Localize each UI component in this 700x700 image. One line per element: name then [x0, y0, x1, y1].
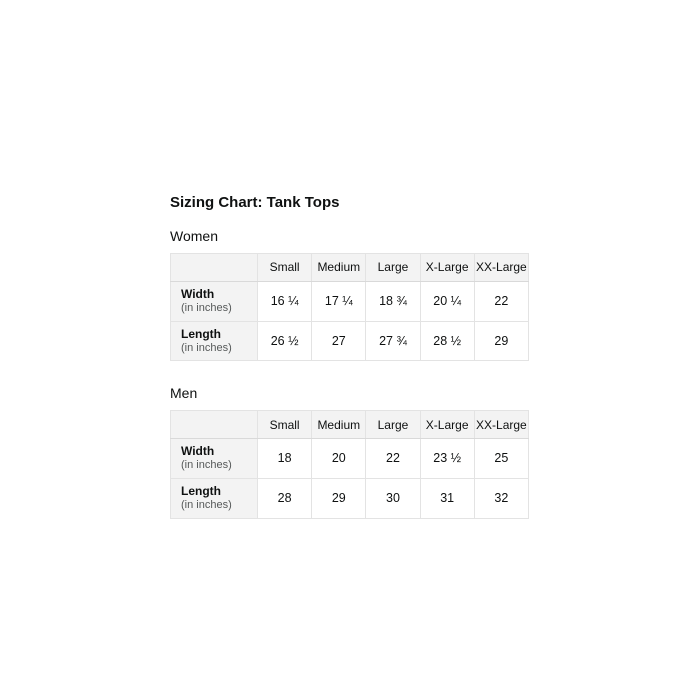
- value-cell: 18 ¾: [366, 281, 420, 321]
- value-cell: 26 ½: [258, 321, 312, 361]
- page-title: Sizing Chart: Tank Tops: [170, 194, 340, 211]
- column-header-small: Small: [258, 253, 312, 281]
- row-label: Length: [181, 326, 221, 341]
- column-header-medium: Medium: [312, 411, 366, 439]
- column-header-x-large: X-Large: [420, 253, 474, 281]
- row-label-cell: [171, 281, 258, 321]
- row-unit: (in inches): [181, 459, 232, 472]
- column-header-xx-large: XX-Large: [474, 253, 528, 281]
- row-label: Length: [181, 483, 221, 498]
- men-section: [170, 385, 529, 518]
- value-cell: 27 ¾: [366, 321, 420, 361]
- value-cell: 20: [312, 439, 366, 479]
- section-title-women: Women: [170, 228, 218, 244]
- column-header-large: Large: [366, 253, 420, 281]
- header-row: [171, 253, 529, 281]
- row-label-cell: [171, 439, 258, 479]
- column-header-x-large: X-Large: [420, 411, 474, 439]
- value-cell: 28: [258, 478, 312, 518]
- value-cell: 22: [366, 439, 420, 479]
- value-cell: 29: [312, 478, 366, 518]
- value-cell: 22: [474, 281, 528, 321]
- row-label-cell: [171, 321, 258, 361]
- sizing-table-women: [170, 253, 529, 362]
- column-header-xx-large: XX-Large: [474, 411, 528, 439]
- value-cell: 28 ½: [420, 321, 474, 361]
- value-cell: 20 ¼: [420, 281, 474, 321]
- women-section: [170, 228, 529, 361]
- value-cell: 31: [420, 478, 474, 518]
- header-row: [171, 411, 529, 439]
- row-unit: (in inches): [181, 498, 232, 511]
- row-label-cell: [171, 478, 258, 518]
- row-unit: (in inches): [181, 301, 232, 314]
- sizing-chart-block: [170, 194, 529, 519]
- table-row-width: [171, 281, 529, 321]
- column-header-small: Small: [258, 411, 312, 439]
- section-title-men: Men: [170, 385, 198, 402]
- table-row-width: [171, 439, 529, 479]
- value-cell: 18: [258, 439, 312, 479]
- value-cell: 17 ¼: [312, 281, 366, 321]
- value-cell: 23 ½: [420, 439, 474, 479]
- row-label: Width: [181, 444, 215, 459]
- row-label: Width: [181, 286, 215, 301]
- value-cell: 25: [474, 439, 528, 479]
- corner-cell: [171, 411, 258, 439]
- table-row-length: [171, 478, 529, 518]
- sizing-table-men: [170, 410, 529, 519]
- row-unit: (in inches): [181, 341, 232, 354]
- value-cell: 30: [366, 478, 420, 518]
- value-cell: 29: [474, 321, 528, 361]
- corner-cell: [171, 253, 258, 281]
- column-header-medium: Medium: [312, 253, 366, 281]
- value-cell: 16 ¼: [258, 281, 312, 321]
- value-cell: 27: [312, 321, 366, 361]
- table-row-length: [171, 321, 529, 361]
- value-cell: 32: [474, 478, 528, 518]
- column-header-large: Large: [366, 411, 420, 439]
